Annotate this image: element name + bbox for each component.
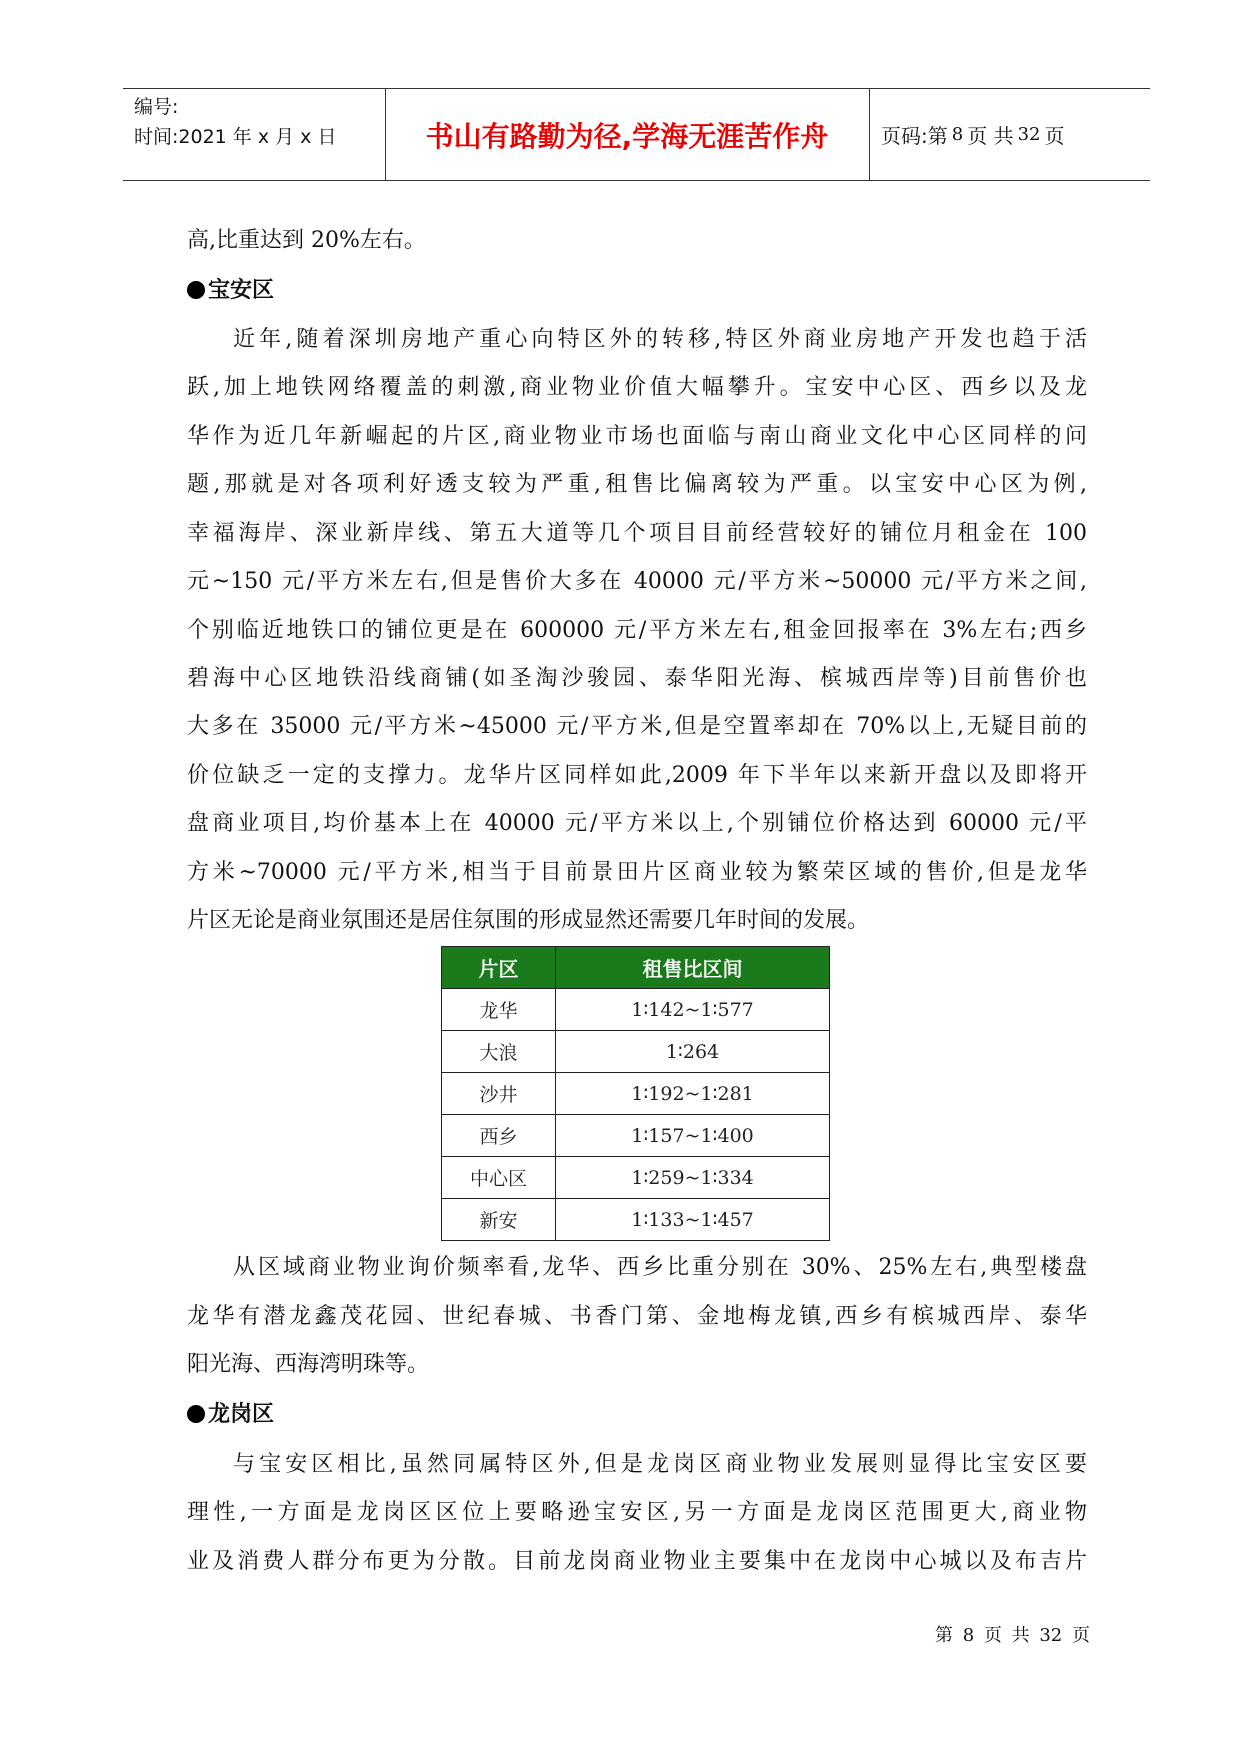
- paragraph-line: 盘商业项目,均价基本上在 40000 元/平方米以上,个别铺位价格达到 60000 元/平: [187, 811, 1087, 836]
- section-heading-text: 宝安区: [208, 278, 275, 303]
- table-cell-ratio: 1∶133~1∶457: [556, 1199, 830, 1241]
- table-row: [442, 1031, 830, 1073]
- header-divider-right: [869, 89, 870, 180]
- paragraph-line: 方米~70000 元/平方米,相当于目前景田片区商业较为繁荣区域的售价,但是龙华: [187, 860, 1087, 885]
- table-row: [442, 1199, 830, 1241]
- header-page-total: 32: [1017, 124, 1041, 145]
- table-cell-ratio: 1∶157~1∶400: [556, 1115, 830, 1157]
- header-page-current: 8: [951, 124, 964, 145]
- header-page-suffix: 页: [1044, 124, 1065, 148]
- table-row: [442, 1115, 830, 1157]
- table-cell-ratio: 1∶192~1∶281: [556, 1073, 830, 1115]
- table-cell-district: 龙华: [442, 989, 556, 1031]
- table-cell-district: 大浪: [442, 1031, 556, 1073]
- table-cell-ratio: 1∶264: [556, 1031, 830, 1073]
- section-heading-text: 龙岗区: [208, 1402, 275, 1427]
- section-heading-longgang: [187, 1400, 274, 1430]
- header-motto: 书山有路勤为径,学海无涯苦作舟: [425, 119, 829, 153]
- table-cell-district: 中心区: [442, 1157, 556, 1199]
- paragraph-line: 高,比重达到 20%左右。: [187, 228, 426, 253]
- bullet-icon: [187, 1405, 205, 1423]
- paragraph-line: 跃,加上地铁网络覆盖的刺激,商业物业价值大幅攀升。宝安中心区、西乡以及龙: [187, 375, 1087, 400]
- paragraph-line: 华作为近几年新崛起的片区,商业物业市场也面临与南山商业文化中心区同样的问: [187, 424, 1087, 449]
- table-cell-district: 西乡: [442, 1115, 556, 1157]
- bullet-icon: [187, 281, 205, 299]
- paragraph-line: 题,那就是对各项利好透支较为严重,租售比偏离较为严重。以宝安中心区为例,: [187, 472, 1087, 497]
- header-page-mid: 页 共: [967, 124, 1014, 148]
- header-page-prefix: 页码:第: [881, 124, 948, 148]
- paragraph-line: 大多在 35000 元/平方米~45000 元/平方米,但是空置率却在 70%以上,无疑目前的: [187, 714, 1087, 739]
- rent-sale-ratio-table: [441, 946, 830, 1241]
- table-header-district: 片区: [442, 947, 556, 989]
- paragraph-line: 阳光海、西海湾明珠等。: [187, 1352, 430, 1377]
- paragraph-line: 片区无论是商业氛围还是居住氛围的形成显然还需要几年时间的发展。: [187, 908, 870, 933]
- paragraph-line: 从区域商业物业询价频率看,龙华、西乡比重分别在 30%、25%左右,典型楼盘: [233, 1255, 1087, 1280]
- header-page-info: [881, 89, 1064, 180]
- paragraph-line: 龙华有潜龙鑫茂花园、世纪春城、书香门第、金地梅龙镇,西乡有槟城西岸、泰华: [187, 1304, 1087, 1329]
- table-cell-district: 沙井: [442, 1073, 556, 1115]
- section-heading-baoan: [187, 276, 274, 306]
- paragraph-line: 元~150 元/平方米左右,但是售价大多在 40000 元/平方米~50000 元/平方米之间,: [187, 569, 1087, 594]
- header-time-label: 时间:2021 年 x 月 x 日: [134, 126, 337, 148]
- table-row: [442, 1157, 830, 1199]
- table-header-row: [442, 947, 830, 989]
- page-footer: 第 8 页 共 32 页: [935, 1625, 1090, 1646]
- page-header: [123, 88, 1150, 181]
- table-row: [442, 989, 830, 1031]
- paragraph-line: 理性,一方面是龙岗区区位上要略逊宝安区,另一方面是龙岗区范围更大,商业物: [187, 1500, 1087, 1525]
- paragraph-line: 近年,随着深圳房地产重心向特区外的转移,特区外商业房地产开发也趋于活: [233, 327, 1087, 352]
- table-cell-ratio: 1∶142~1∶577: [556, 989, 830, 1031]
- table-row: [442, 1073, 830, 1115]
- paragraph-line: 幸福海岸、深业新岸线、第五大道等几个项目目前经营较好的铺位月租金在 100: [187, 521, 1087, 546]
- header-meta: [134, 92, 336, 152]
- paragraph-line: 与宝安区相比,虽然同属特区外,但是龙岗区商业物业发展则显得比宝安区要: [233, 1452, 1087, 1477]
- table-cell-ratio: 1∶259~1∶334: [556, 1157, 830, 1199]
- header-number-label: 编号:: [134, 96, 179, 118]
- table-header-ratio: 租售比区间: [556, 947, 830, 989]
- table-cell-district: 新安: [442, 1199, 556, 1241]
- paragraph-line: 业及消费人群分布更为分散。目前龙岗商业物业主要集中在龙岗中心城以及布吉片: [187, 1549, 1087, 1574]
- paragraph-line: 个别临近地铁口的铺位更是在 600000 元/平方米左右,租金回报率在 3%左右;西乡: [187, 618, 1087, 643]
- paragraph-line: 价位缺乏一定的支撑力。龙华片区同样如此,2009 年下半年以来新开盘以及即将开: [187, 763, 1087, 788]
- paragraph-line: 碧海中心区地铁沿线商铺(如圣淘沙骏园、泰华阳光海、槟城西岸等)目前售价也: [187, 666, 1087, 691]
